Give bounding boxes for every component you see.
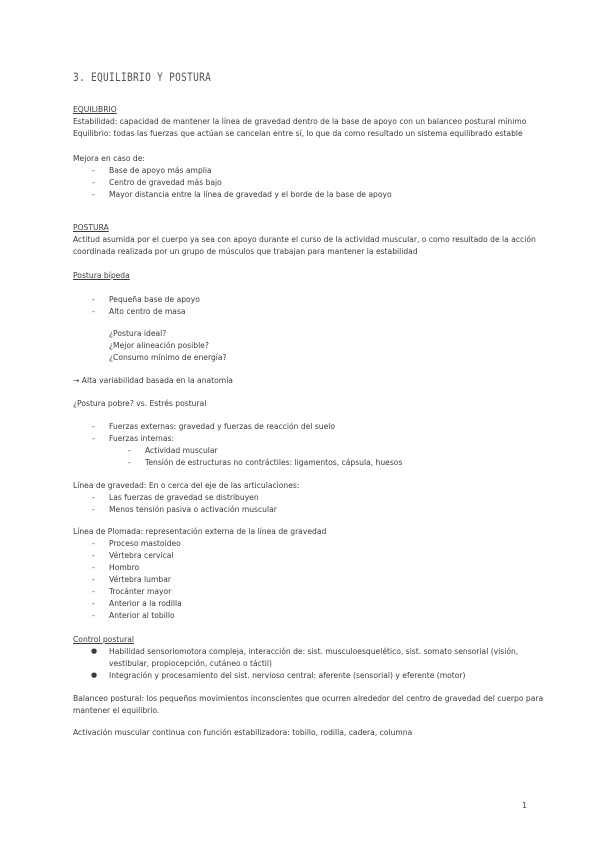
list-dash: - (92, 307, 95, 316)
list-dash: - (92, 587, 95, 596)
list-item: Centro de gravedad más bajo (109, 178, 222, 187)
bullet-item: Habilidad sensoriomotora compleja, interacción de: sist. musculoesquelético, sist. somato sensorial (visión, (109, 647, 519, 656)
page-title: 3. EQUILIBRIO Y POSTURA (73, 70, 212, 84)
list-dash: - (92, 551, 95, 560)
paragraph-balanceo: Balanceo postural: los pequeños movimientos inconscientes que ocurren alrededor del centro de gravedad del cuerpo para (73, 694, 544, 703)
list-item: Base de apoyo más amplia (109, 166, 212, 175)
list-dash: - (92, 295, 95, 304)
paragraph-activacion: Activación muscular continua con función estabilizadora: tobillo, rodilla, cadera, columna (73, 728, 413, 737)
paragraph-balanceo-cont: mantener el equilibrio. (73, 706, 160, 715)
question-item: ¿Mejor alineación posible? (109, 341, 209, 350)
list-item: Pequeña base de apoyo (109, 295, 200, 304)
list-dash: - (92, 611, 95, 620)
variabilidad-line: → Alta variabilidad basada en la anatomía (73, 376, 233, 385)
linea-gravedad-line: Línea de gravedad: En o cerca del eje de las articulaciones: (73, 481, 300, 490)
linea-plomada-line: Línea de Plomada: representación externa de la línea de gravedad (73, 527, 327, 536)
bullet-dot: ● (91, 647, 98, 655)
question-item: ¿Consumo mínimo de energía? (109, 353, 227, 362)
list-item: Hombro (109, 563, 140, 572)
postura-pobre-line: ¿Postura pobre? vs. Estrés postural (73, 399, 207, 408)
list-item: Mayor distancia entre la línea de gravedad y el borde de la base de apoyo (109, 190, 392, 199)
list-dash: - (128, 458, 131, 467)
bullet-item: Integración y procesamiento del sist. nervioso central: aferente (sensorial) y eferente (motor) (109, 671, 466, 680)
list-item: Anterior a la rodilla (109, 599, 182, 608)
section-heading-postura: POSTURA (73, 223, 109, 232)
list-dash: - (92, 493, 95, 502)
section-heading-equilibrio: EQUILIBRIO (73, 105, 117, 114)
list-dash: - (92, 599, 95, 608)
list-item: Fuerzas internas: (109, 434, 175, 443)
list-dash: - (92, 575, 95, 584)
list-dash: - (128, 446, 131, 455)
subheading-control-postural: Control postural (73, 635, 134, 644)
sub-list-item: Actividad muscular (145, 446, 218, 455)
bullet-dot: ● (91, 671, 98, 679)
list-dash: - (92, 178, 95, 187)
list-dash: - (92, 190, 95, 199)
paragraph-postura-cont: coordinada realizada por un grupo de músculos que trabajan para mantener la estabilidad (73, 247, 418, 256)
paragraph-equilibrio: Equilibrio: todas las fuerzas que actúan se cancelan entre sí, lo que da como resultado un sistema equilibrado estable (73, 129, 523, 138)
sub-list-item: Tensión de estructuras no contráctiles: ligamentos, cápsula, huesos (145, 458, 403, 467)
question-item: ¿Postura ideal? (109, 329, 167, 338)
list-dash: - (92, 563, 95, 572)
list-item: Vértebra lumbar (109, 575, 171, 584)
paragraph-postura: Actitud asumida por el cuerpo ya sea con apoyo durante el curso de la actividad muscular, o como resultado de la acción (73, 235, 536, 244)
list-item: Trocánter mayor (109, 587, 172, 596)
subheading-postura-bipeda: Postura bípeda (73, 271, 130, 280)
list-item: Menos tensión pasiva o activación muscular (109, 505, 277, 514)
paragraph-estabilidad: Estabilidad: capacidad de mantener la línea de gravedad dentro de la base de apoyo con un balanceo postural mínimo (73, 117, 527, 126)
list-item: Vértebra cervical (109, 551, 174, 560)
page-number: 1 (522, 801, 528, 810)
list-dash: - (92, 422, 95, 431)
list-item: Fuerzas externas: gravedad y fuerzas de reacción del suelo (109, 422, 336, 431)
list-item: Anterior al tobillo (109, 611, 175, 620)
list-dash: - (92, 434, 95, 443)
list-item: Proceso mastoideo (109, 539, 181, 548)
mejora-label: Mejora en caso de: (73, 154, 145, 163)
list-item: Las fuerzas de gravedad se distribuyen (109, 493, 259, 502)
list-dash: - (92, 166, 95, 175)
list-dash: - (92, 505, 95, 514)
list-dash: - (92, 539, 95, 548)
list-item: Alto centro de masa (109, 307, 186, 316)
bullet-item-cont: vestibular, propiocepción, cutáneo o táctil) (109, 659, 272, 668)
